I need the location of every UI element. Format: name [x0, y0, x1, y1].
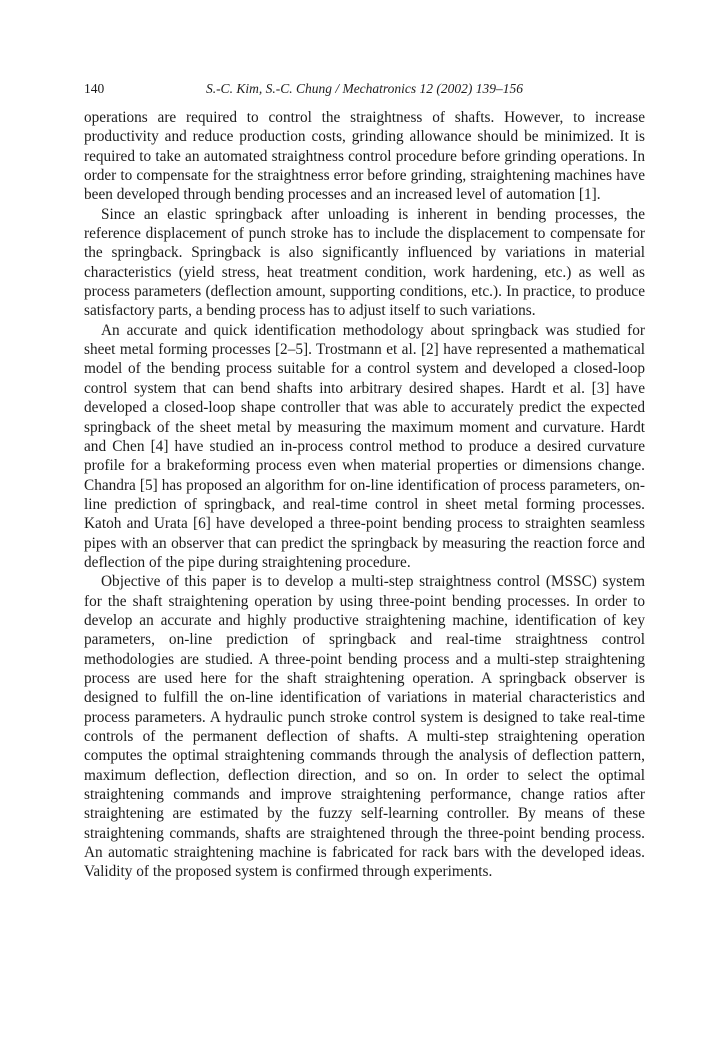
paragraph: operations are required to control the straightness of shafts. However, to increase productivity and reduce production costs, grinding allowance should be minimized. It is required to take an automated straightness control procedure before grinding operations. In order to compensate for the straightness error before grinding, straightening machines have been developed through bending processes and an increased level of automation [1]. [84, 109, 645, 204]
page-number: 140 [84, 81, 105, 96]
running-head: S.-C. Kim, S.-C. Chung / Mechatronics 12 (2002) 139–156 [205, 81, 524, 96]
page-header [84, 80, 645, 98]
paragraph: Objective of this paper is to develop a multi-step straightness control (MSSC) system for the shaft straightening operation by using three-point bending processes. In order to develop an accurate and highly productive straightening machine, identification of key parameters, on-line prediction of springback and real-time straightness control methodologies are studied. A three-point bending process and a multi-step straightening process are used here for the shaft straightening operation. A springback observer is designed to fulfill the on-line identification of variations in material characteristics and process parameters. A hydraulic punch stroke control system is designed to take real-time controls of the permanent deflection of shafts. A multi-step straightening operation computes the optimal straightening commands through the analysis of deflection pattern, maximum deflection, deflection direction, and so on. In order to select the optimal straightening commands and improve straightening performance, change ratios after straightening are estimated by the fuzzy self-learning controller. By means of these straightening commands, shafts are straightened through the three-point bending process. An automatic straightening machine is fabricated for rack bars with the developed ideas. Validity of the proposed system is confirmed through experiments. [84, 573, 645, 881]
paragraph: Since an elastic springback after unloading is inherent in bending processes, the reference displacement of punch stroke has to include the displacement to compensate for the springback. Springback is also significantly influenced by variations in material characteristics (yield stress, heat treatment condition, work hardening, etc.) as well as process parameters (deflection amount, supporting conditions, etc.). In practice, to produce satisfactory parts, a bending process has to adjust itself to such variations. [84, 205, 645, 320]
paragraph: An accurate and quick identification methodology about springback was studied for sheet metal forming processes [2–5]. Trostmann et al. [2] have represented a mathematical model of the bending process suitable for a control system and developed a closed-loop control system that can bend shafts into arbitrary desired shapes. Hardt et al. [3] have developed a closed-loop shape controller that was able to accurately predict the expected springback of the sheet metal by measuring the maximum moment and curvature. Hardt and Chen [4] have studied an in-process control method to produce a desired curvature profile for a brakeforming process even when material properties or dimensions change. Chandra [5] has proposed an algorithm for on-line identification of process parameters, on-line prediction of springback, and real-time control in sheet metal forming processes. Katoh and Urata [6] have developed a three-point bending process to straighten seamless pipes with an observer that can predict the springback by measuring the reaction force and deflection of the pipe during straightening procedure. [84, 321, 645, 571]
article-body [84, 108, 645, 882]
